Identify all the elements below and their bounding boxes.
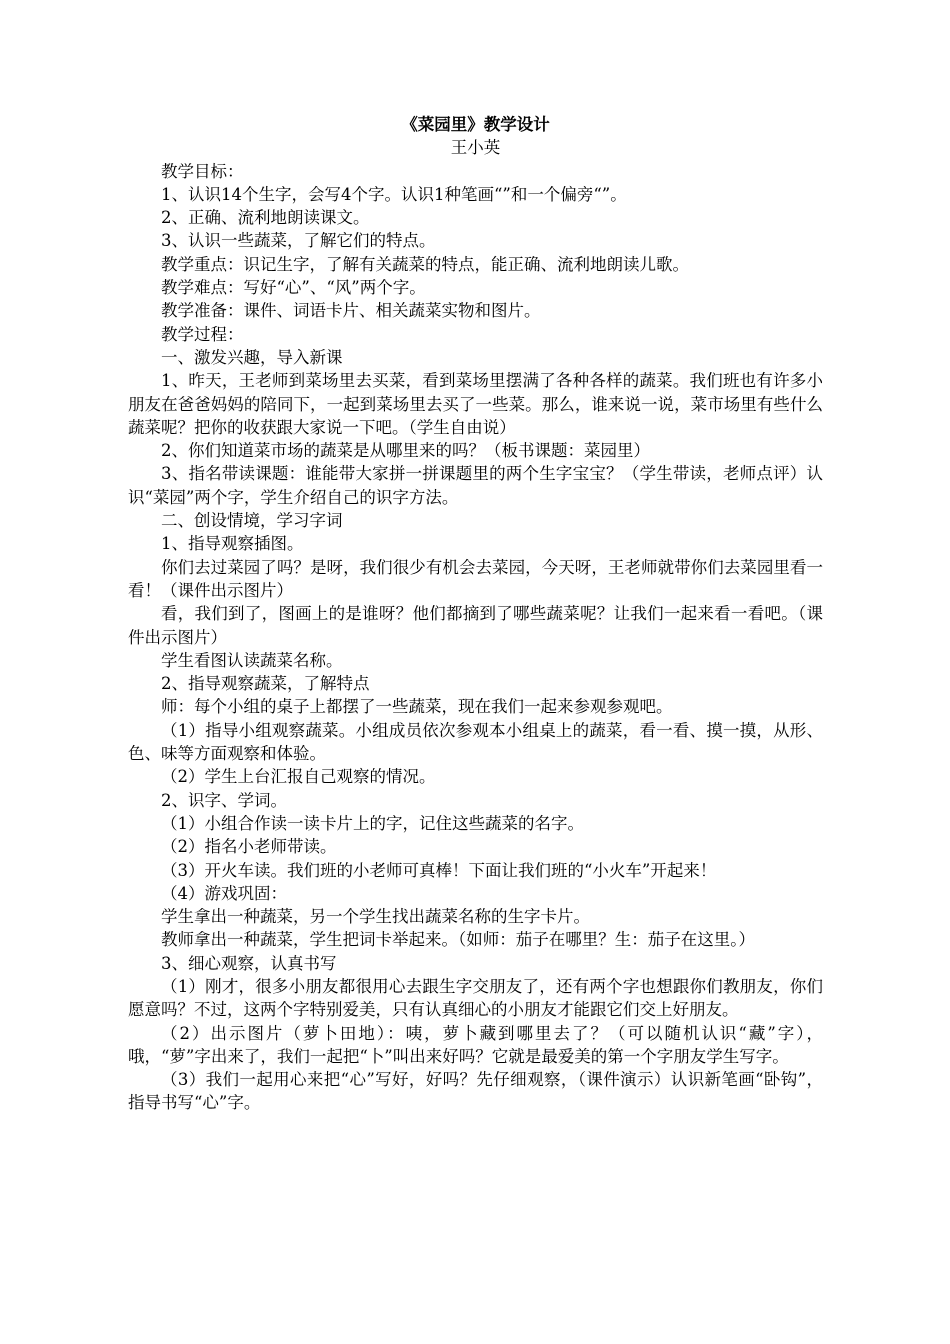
paragraph: （1）小组合作读一读卡片上的字，记住这些蔬菜的名字。 <box>161 813 584 833</box>
paragraph: 教师拿出一种蔬菜，学生把词卡举起来。（如师：茄子在哪里？生：茄子在这里。） <box>161 930 755 950</box>
paragraph: （1）指导小组观察蔬菜。小组成员依次参观本小组桌上的蔬菜，看一看、摸一摸，从形、色、味等方面观察和体验。 <box>128 720 823 764</box>
paragraph: 教学难点：写好“心”、“风”两个字。 <box>161 278 426 298</box>
paragraph: 3、指名带读课题：谁能带大家拼一拼课题里的两个生字宝宝？（学生带读，老师点评）认识“菜园”两个字，学生介绍自己的识字方法。 <box>128 464 823 507</box>
paragraph: （2）学生上台汇报自己观察的情况。 <box>161 767 436 787</box>
paragraph: 教学目标： <box>161 161 244 181</box>
paragraph: 学生看图认读蔬菜名称。 <box>161 650 343 670</box>
paragraph: 2、指导观察蔬菜，了解特点 <box>161 674 370 694</box>
paragraph: （2）出示图片（萝卜田地）：咦，萝卜藏到哪里去了？（可以随机认识“藏”字），哦，“萝”字出来了，我们一起把“卜”叫出来好吗？它就是最爱美的第一个字朋友学生写字。 <box>128 1023 823 1066</box>
document-body <box>128 113 823 1115</box>
paragraph: 3、认识一些蔬菜，了解它们的特点。 <box>161 231 436 251</box>
paragraph: （4）游戏巩固： <box>161 883 287 903</box>
paragraph: 教学重点：识记生字，了解有关蔬菜的特点，能正确、流利地朗读儿歌。 <box>161 254 689 274</box>
paragraph: 3、细心观察，认真书写 <box>161 953 337 973</box>
document-title: 《菜园里》教学设计 <box>401 115 550 134</box>
paragraph: 你们去过菜园了吗？是呀，我们很少有机会去菜园，今天呀，王老师就带你们去菜园里看一看！（课件出示图片） <box>128 557 823 600</box>
paragraph: 1、指导观察插图。 <box>161 534 304 554</box>
document-author: 王小英 <box>450 138 501 158</box>
paragraph: 教学过程： <box>161 324 244 344</box>
paragraph: 师：每个小组的桌子上都摆了一些蔬菜，现在我们一起来参观参观吧。 <box>161 697 673 717</box>
paragraph: 教学准备：课件、词语卡片、相关蔬菜实物和图片。 <box>161 301 541 321</box>
section-heading: 一、激发兴趣，导入新课 <box>161 347 343 367</box>
paragraph: 1、昨天，王老师到菜场里去买菜，看到菜场里摆满了各种各样的蔬菜。我们班也有许多小朋友在爸爸妈妈的陪同下，一起到菜场里去买了一些菜。那么，谁来说一说，菜市场里有些什么蔬菜呢？把你的收获跟大家说一下吧。（学生自由说） <box>128 371 823 437</box>
paragraph: 1、认识14个生字，会写4个字。认识1种笔画“”和一个偏旁“”。 <box>161 184 627 204</box>
paragraph: （2）指名小老师带读。 <box>161 837 337 857</box>
paragraph: （3）我们一起用心来把“心”写好，好吗？先仔细观察，（课件演示）认识新笔画“卧钩”，指导书写“心”字。 <box>128 1070 823 1113</box>
paragraph: 2、正确、流利地朗读课文。 <box>161 208 370 228</box>
section-heading: 二、创设情境，学习字词 <box>161 511 343 531</box>
paragraph: 看，我们到了，图画上的是谁呀？他们都摘到了哪些蔬菜呢？让我们一起来看一看吧。（课件出示图片） <box>128 604 823 647</box>
paragraph: 2、你们知道菜市场的蔬菜是从哪里来的吗？（板书课题：菜园里） <box>161 441 650 461</box>
paragraph: （1）刚才，很多小朋友都很用心去跟生字交朋友了，还有两个字也想跟你们教朋友，你们愿意吗？不过，这两个字特别爱美，只有认真细心的小朋友才能跟它们交上好朋友。 <box>128 976 823 1020</box>
paragraph: （3）开火车读。我们班的小老师可真棒！下面让我们班的“小火车”开起来！ <box>161 860 717 880</box>
paragraph: 2、识字、学词。 <box>161 790 287 810</box>
paragraph: 学生拿出一种蔬菜，另一个学生找出蔬菜名称的生字卡片。 <box>161 907 590 927</box>
